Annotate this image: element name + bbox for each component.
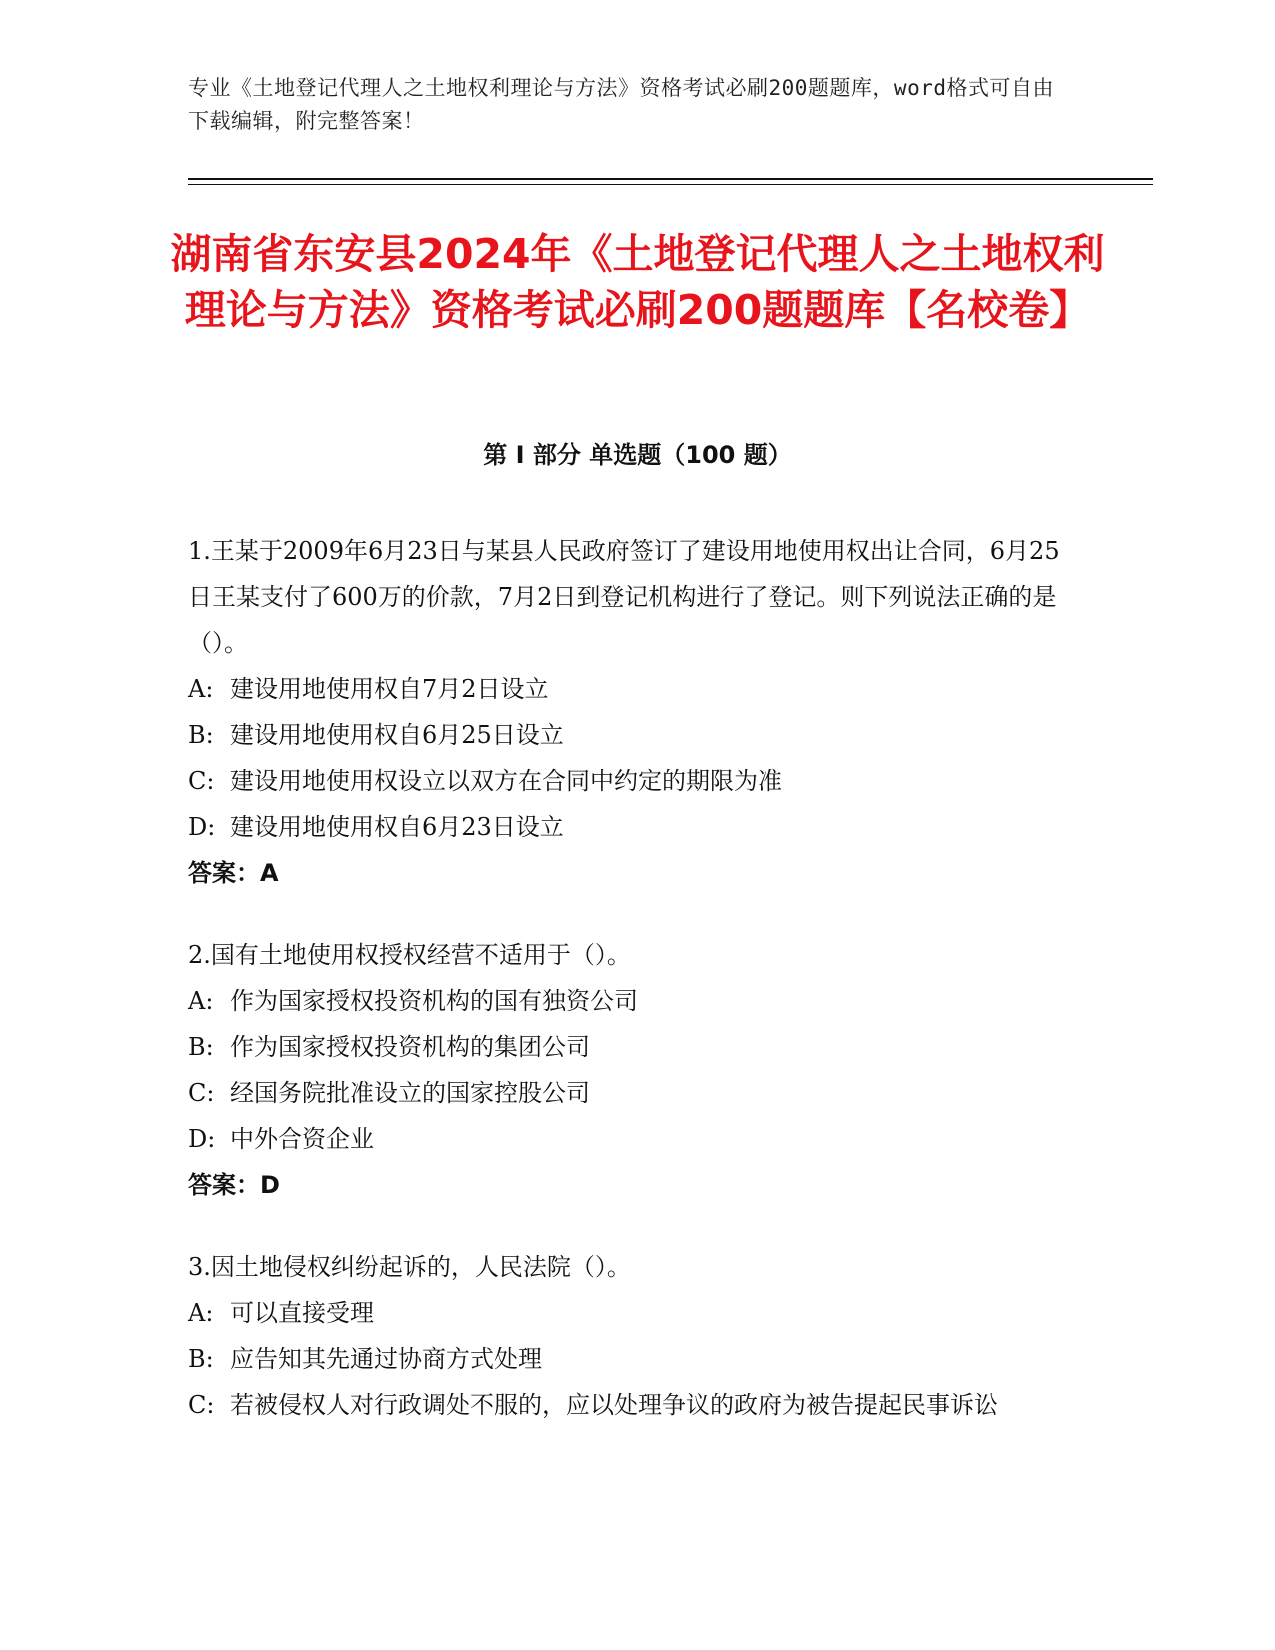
option-key: C: (188, 1079, 215, 1107)
option-d (188, 1116, 1068, 1162)
option-a (188, 1290, 1068, 1336)
question-2 (188, 932, 1068, 1208)
answer: 答案：A (188, 859, 279, 887)
option-key: C: (188, 1391, 215, 1419)
option-c (188, 758, 1068, 804)
question-stem: 3.因土地侵权纠纷起诉的，人民法院（）。 (188, 1253, 631, 1281)
option-c (188, 1070, 1068, 1116)
option-key: C: (188, 767, 215, 795)
option-text: 作为国家授权投资机构的国有独资公司 (230, 987, 638, 1015)
option-text: 建设用地使用权自6月23日设立 (230, 813, 564, 841)
option-text: 经国务院批准设立的国家控股公司 (230, 1079, 590, 1107)
question-stem: 1.王某于2009年6月23日与某县人民政府签订了建设用地使用权出让合同，6月25日王某支付了600万的价款，7月2日到登记机构进行了登记。则下列说法正确的是（）。 (188, 537, 1060, 657)
option-text: 中外合资企业 (230, 1125, 374, 1153)
option-text: 建设用地使用权设立以双方在合同中约定的期限为准 (230, 767, 782, 795)
option-text: 若被侵权人对行政调处不服的，应以处理争议的政府为被告提起民事诉讼 (230, 1391, 998, 1419)
option-b (188, 712, 1068, 758)
answer: 答案：D (188, 1171, 280, 1199)
option-key: A: (188, 1299, 214, 1327)
option-key: B: (188, 1345, 214, 1373)
option-a (188, 978, 1068, 1024)
option-key: D: (188, 1125, 216, 1153)
option-key: B: (188, 1033, 214, 1061)
header-divider-thick (188, 178, 1153, 180)
option-text: 可以直接受理 (230, 1299, 374, 1327)
option-key: D: (188, 813, 216, 841)
question-3 (188, 1244, 1068, 1428)
header-divider-thin (188, 184, 1153, 185)
section-heading: 第 I 部分 单选题（100 题） (483, 441, 792, 469)
option-text: 应告知其先通过协商方式处理 (230, 1345, 542, 1373)
option-a (188, 666, 1068, 712)
question-list (188, 528, 1068, 1464)
question-stem: 2.国有土地使用权授权经营不适用于（）。 (188, 941, 631, 969)
option-key: A: (188, 675, 214, 703)
option-text: 作为国家授权投资机构的集团公司 (230, 1033, 590, 1061)
option-b (188, 1024, 1068, 1070)
document-title: 湖南省东安县2024年《土地登记代理人之土地权利理论与方法》资格考试必刷200题题库【名校卷】 (170, 230, 1105, 334)
option-key: B: (188, 721, 214, 749)
option-d (188, 804, 1068, 850)
option-c (188, 1382, 1068, 1428)
option-b (188, 1336, 1068, 1382)
option-key: A: (188, 987, 214, 1015)
header-note: 专业《土地登记代理人之土地权利理论与方法》资格考试必刷200题题库，word格式可自由下载编辑，附完整答案！ (188, 76, 1054, 133)
question-1 (188, 528, 1068, 896)
option-text: 建设用地使用权自7月2日设立 (230, 675, 549, 703)
option-text: 建设用地使用权自6月25日设立 (230, 721, 564, 749)
